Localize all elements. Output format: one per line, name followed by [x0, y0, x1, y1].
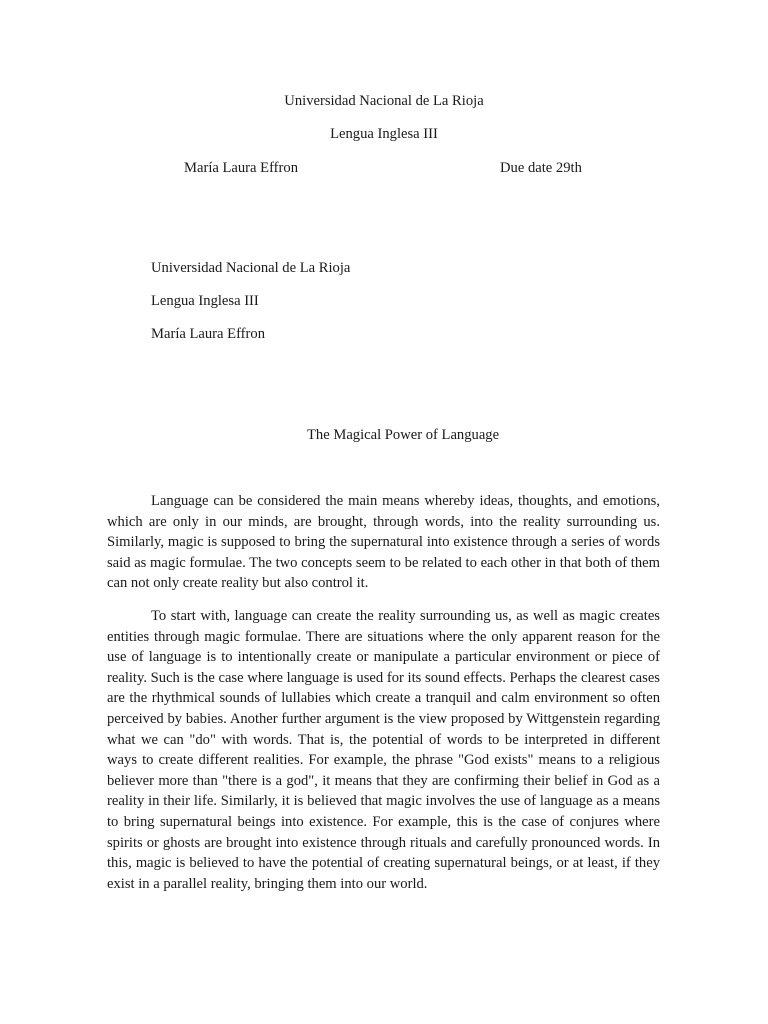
- info-course: Lengua Inglesa III: [151, 293, 259, 309]
- header-university: Universidad Nacional de La Rioja: [284, 93, 484, 109]
- essay-title: The Magical Power of Language: [307, 427, 500, 443]
- info-university: Universidad Nacional de La Rioja: [151, 260, 351, 276]
- info-author: María Laura Effron: [151, 326, 265, 342]
- header-author: María Laura Effron: [184, 160, 298, 176]
- header-due-date: Due date 29th: [500, 160, 582, 176]
- essay-paragraph-1: Language can be considered the main means whereby ideas, thoughts, and emotions, which are only in our minds, are brought, through words, into the reality surrounding us. Similarly, magic is supposed to bring the supernatural into existence through a series of words said as magic formulae. The two concepts seem to be related to each other in that both of them can not only create reality but also control it.: [107, 493, 660, 592]
- essay-paragraph-2: To start with, language can create the reality surrounding us, as well as magic creates entities through magic formulae. There are situations where the only apparent reason for the use of language is to intentionally create or manipulate a particular environment or piece of reality. Such is the case where language is used for its sound effects. Perhaps the clearest cases are the rhythmical sounds of lullabies which create a tranquil and calm environment so often perceived by babies. Another further argument is the view proposed by Wittgenstein regarding what we can "do" with words. That is, the potential of words to be interpreted in different ways to create different realities. For example, the phrase "God exists" means to a religious believer more than "there is a god", it means that they are confirming their belief in God as a reality in their life. Similarly, it is believed that magic involves the use of language as a means to bring supernatural beings into existence. For example, this is the case of conjures where spirits or ghosts are brought into existence through rituals and carefully pronounced words. In this, magic is believed to have the potential of creating supernatural beings, or at least, if they exist in a parallel reality, bringing them into our world.: [107, 608, 660, 892]
- header-course: Lengua Inglesa III: [330, 126, 438, 142]
